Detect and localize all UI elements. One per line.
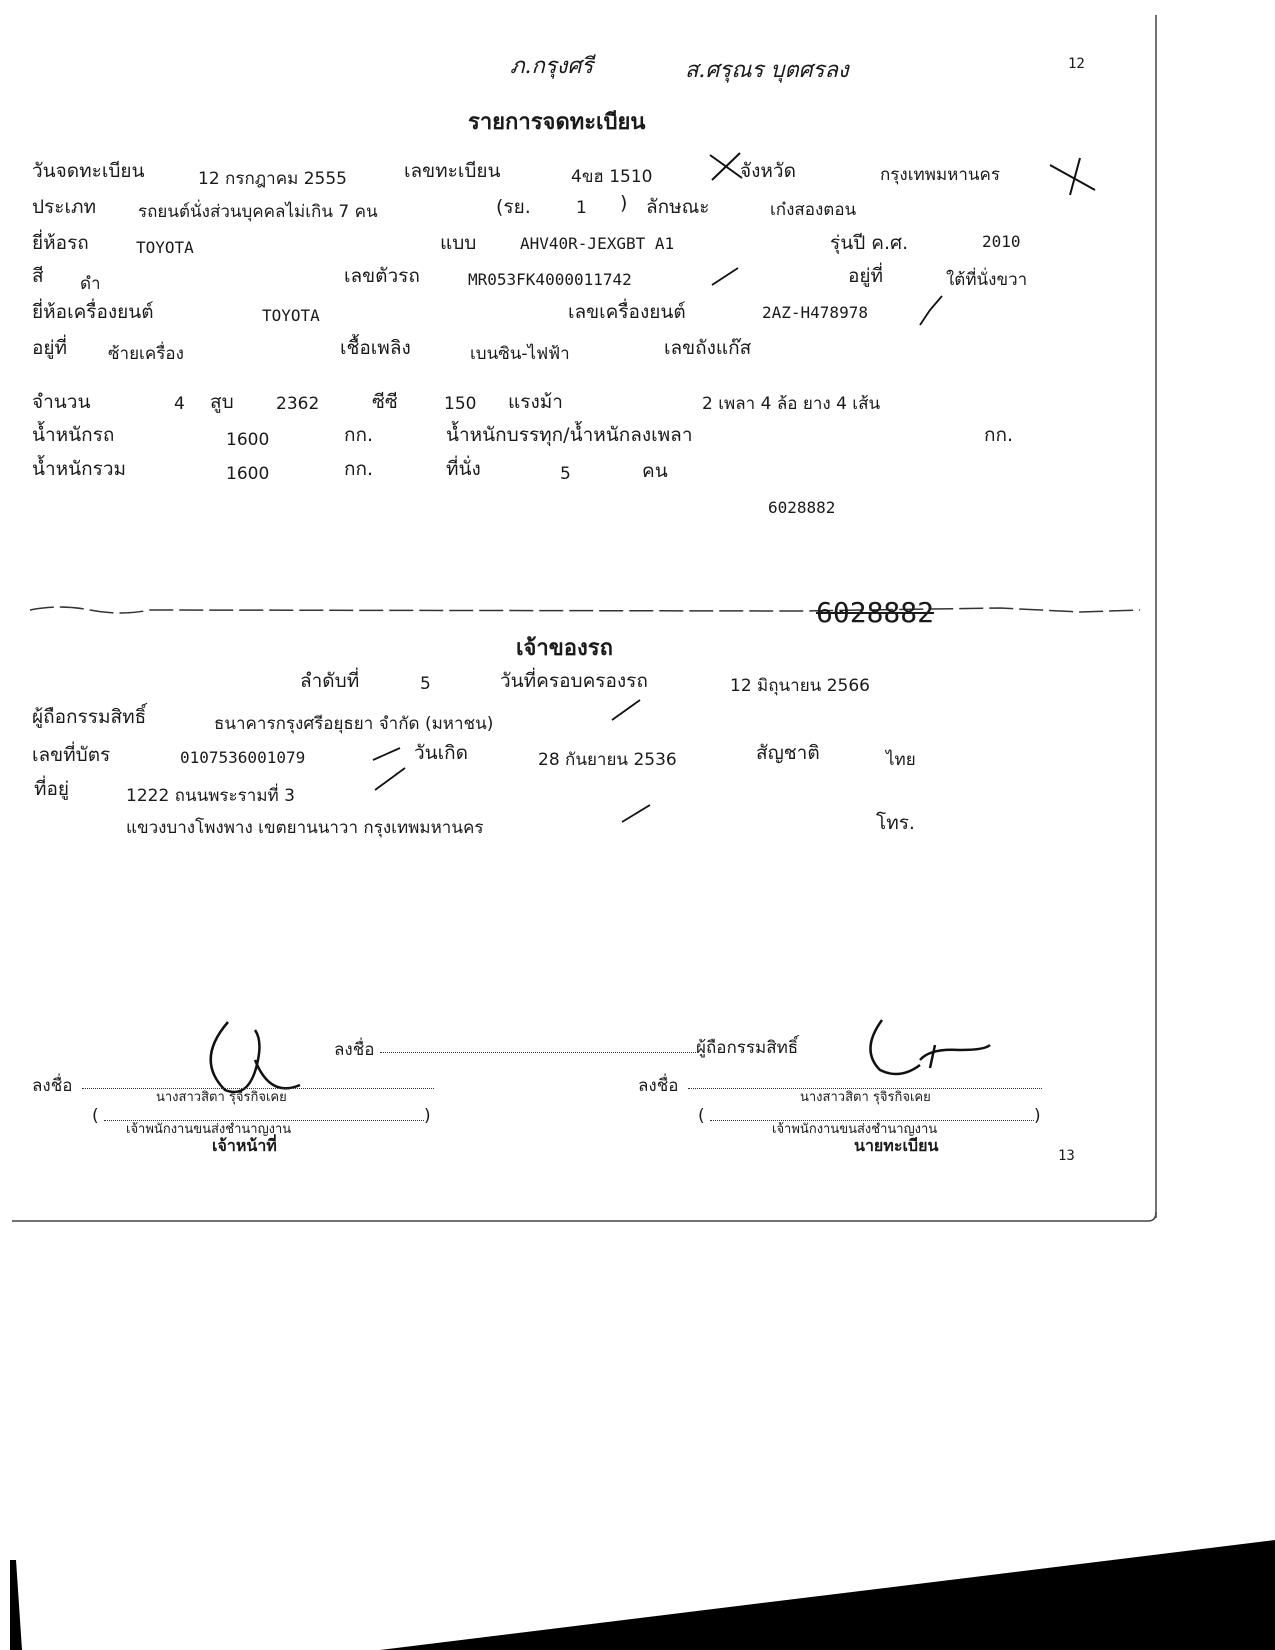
cc-value: 2362 xyxy=(276,394,320,414)
birth-value: 28 กันยายน 2536 xyxy=(538,750,677,770)
brand-value: TOYOTA xyxy=(136,238,194,257)
serial-number: 6028882 xyxy=(768,498,836,517)
load-unit: กก. xyxy=(984,424,1014,446)
scan-shadow-bottom-right xyxy=(380,1540,1275,1650)
right-official-name: นางสาวสิตา รุจิรกิจเคย xyxy=(800,1090,931,1105)
brand-label: ยี่ห้อรถ xyxy=(32,232,89,254)
address-line-2: แขวงบางโพงพาง เขตยานนาวา กรุงเทพมหานคร xyxy=(126,818,484,838)
nationality-value: ไทย xyxy=(886,750,916,770)
page-number-top: 12 xyxy=(1068,56,1085,72)
province-label: จังหวัด xyxy=(740,160,796,182)
card-label: เลขที่บัตร xyxy=(32,744,111,766)
right-sign-label: ลงชื่อ xyxy=(638,1076,679,1096)
weight-unit: กก. xyxy=(344,424,374,446)
chassis-value: MR053FK4000011742 xyxy=(468,270,632,289)
right-signature-scribble xyxy=(870,1020,990,1074)
cross-mark-2 xyxy=(1050,158,1095,195)
weight-label: น้ำหนักรถ xyxy=(32,424,115,446)
style-label: ลักษณะ xyxy=(646,196,710,218)
load-label: น้ำหนักบรรทุก/น้ำหนักลงเพลา xyxy=(446,424,693,446)
chassis-label: เลขตัวรถ xyxy=(344,265,420,287)
left-signature-scribble xyxy=(211,1022,300,1092)
chassis-loc-value: ใต้ที่นั่งขวา xyxy=(946,270,1028,290)
model-label: แบบ xyxy=(440,232,477,254)
birth-label: วันเกิด xyxy=(414,742,468,764)
engine-no-value: 2AZ-H478978 xyxy=(762,303,868,322)
type-value: รถยนต์นั่งส่วนบุคคลไม่เกิน 7 คน xyxy=(138,202,378,222)
serial-number-large: 6028882 xyxy=(816,596,935,629)
holder-signature-label: ผู้ถือกรรมสิทธิ์ xyxy=(696,1038,799,1058)
engine-brand-value: TOYOTA xyxy=(262,306,320,325)
chassis-loc-label: อยู่ที่ xyxy=(848,265,884,287)
seats-label: ที่นั่ง xyxy=(446,458,481,480)
cylinders-value: 4 xyxy=(174,394,185,414)
possession-label: วันที่ครอบครองรถ xyxy=(500,670,648,692)
total-weight-label: น้ำหนักรวม xyxy=(32,458,127,480)
handwritten-note-left: ภ.กรุงศรี xyxy=(510,54,594,79)
ry-close: ) xyxy=(620,192,628,214)
left-official-name: นางสาวสิตา รุจิรกิจเคย xyxy=(156,1090,287,1105)
fuel-value: เบนซิน-ไฟฟ้า xyxy=(470,344,570,364)
year-label: รุ่นปี ค.ศ. xyxy=(830,232,909,254)
handwritten-note-right: ส.ศรุณร บุตศรลง xyxy=(685,58,849,83)
left-paren-open: ( xyxy=(92,1106,99,1126)
cc-unit: ซีซี xyxy=(372,391,398,413)
right-official-position: เจ้าพนักงานขนส่งชำนาญงาน xyxy=(772,1122,938,1137)
address-label: ที่อยู่ xyxy=(34,778,70,800)
total-weight-value: 1600 xyxy=(226,464,270,484)
left-official-role: เจ้าหน้าที่ xyxy=(212,1136,277,1155)
scan-shadow-bottom-left xyxy=(10,1560,22,1650)
model-value: AHV40R-JEXGBT A1 xyxy=(520,234,675,253)
axles-wheels-value: 2 เพลา 4 ล้อ ยาง 4 เส้น xyxy=(702,394,881,414)
fuel-label: เชื้อเพลิง xyxy=(340,337,411,359)
right-official-role: นายทะเบียน xyxy=(854,1136,939,1155)
engine-loc-value: ซ้ายเครื่อง xyxy=(108,344,184,364)
color-label: สี xyxy=(32,265,44,287)
phone-label: โทร. xyxy=(876,812,915,834)
hp-value: 150 xyxy=(444,394,477,414)
left-paren-close: ) xyxy=(424,1106,431,1126)
ry-label: (รย. xyxy=(496,196,531,218)
year-value: 2010 xyxy=(982,232,1021,251)
engine-no-label: เลขเครื่องยนต์ xyxy=(568,301,686,323)
owner-title: เจ้าของรถ xyxy=(516,635,613,661)
right-paren-close: ) xyxy=(1034,1106,1041,1126)
left-official-position: เจ้าพนักงานขนส่งชำนาญงาน xyxy=(126,1122,292,1137)
color-value: ดำ xyxy=(80,274,101,294)
type-label: ประเภท xyxy=(32,196,97,218)
registration-title: รายการจดทะเบียน xyxy=(468,109,646,135)
address-line-1: 1222 ถนนพระรามที่ 3 xyxy=(126,786,295,806)
bottom-border-line xyxy=(12,1212,1156,1221)
plate-value: 4ขฮ 1510 xyxy=(571,167,653,187)
reg-date-value: 12 กรกฎาคม 2555 xyxy=(198,169,347,189)
engine-brand-label: ยี่ห้อเครื่องยนต์ xyxy=(32,301,154,323)
province-value: กรุงเทพมหานคร xyxy=(880,165,1001,185)
separator-line xyxy=(30,607,1140,613)
right-paren-open: ( xyxy=(698,1106,705,1126)
sign-label-top: ลงชื่อ xyxy=(334,1040,375,1060)
left-sign-label: ลงชื่อ xyxy=(32,1076,73,1096)
card-value: 0107536001079 xyxy=(180,748,306,767)
engine-loc-label: อยู่ที่ xyxy=(32,337,68,359)
plate-label: เลขทะเบียน xyxy=(404,160,501,182)
possession-date: 12 มิถุนายน 2566 xyxy=(730,676,870,696)
reg-date-label: วันจดทะเบียน xyxy=(32,160,145,182)
ry-value: 1 xyxy=(576,198,587,218)
holder-label: ผู้ถือกรรมสิทธิ์ xyxy=(32,706,147,728)
weight-value: 1600 xyxy=(226,430,270,450)
nationality-label: สัญชาติ xyxy=(756,742,820,764)
holder-value: ธนาคารกรุงศรีอยุธยา จำกัด (มหาชน) xyxy=(214,714,494,734)
gas-tank-label: เลขถังแก๊ส xyxy=(664,337,752,359)
total-weight-unit: กก. xyxy=(344,458,374,480)
page-number-bottom: 13 xyxy=(1058,1148,1075,1164)
sign-top-dotline xyxy=(380,1052,696,1053)
style-value: เก๋งสองตอน xyxy=(770,200,857,220)
cross-mark-1 xyxy=(710,153,742,180)
order-value: 5 xyxy=(420,674,431,694)
count-label: จำนวน xyxy=(32,391,91,413)
order-label: ลำดับที่ xyxy=(300,670,360,692)
seats-value: 5 xyxy=(560,464,571,484)
seats-unit: คน xyxy=(642,460,668,482)
hp-unit: แรงม้า xyxy=(508,391,563,413)
cylinder-unit: สูบ xyxy=(210,391,234,413)
